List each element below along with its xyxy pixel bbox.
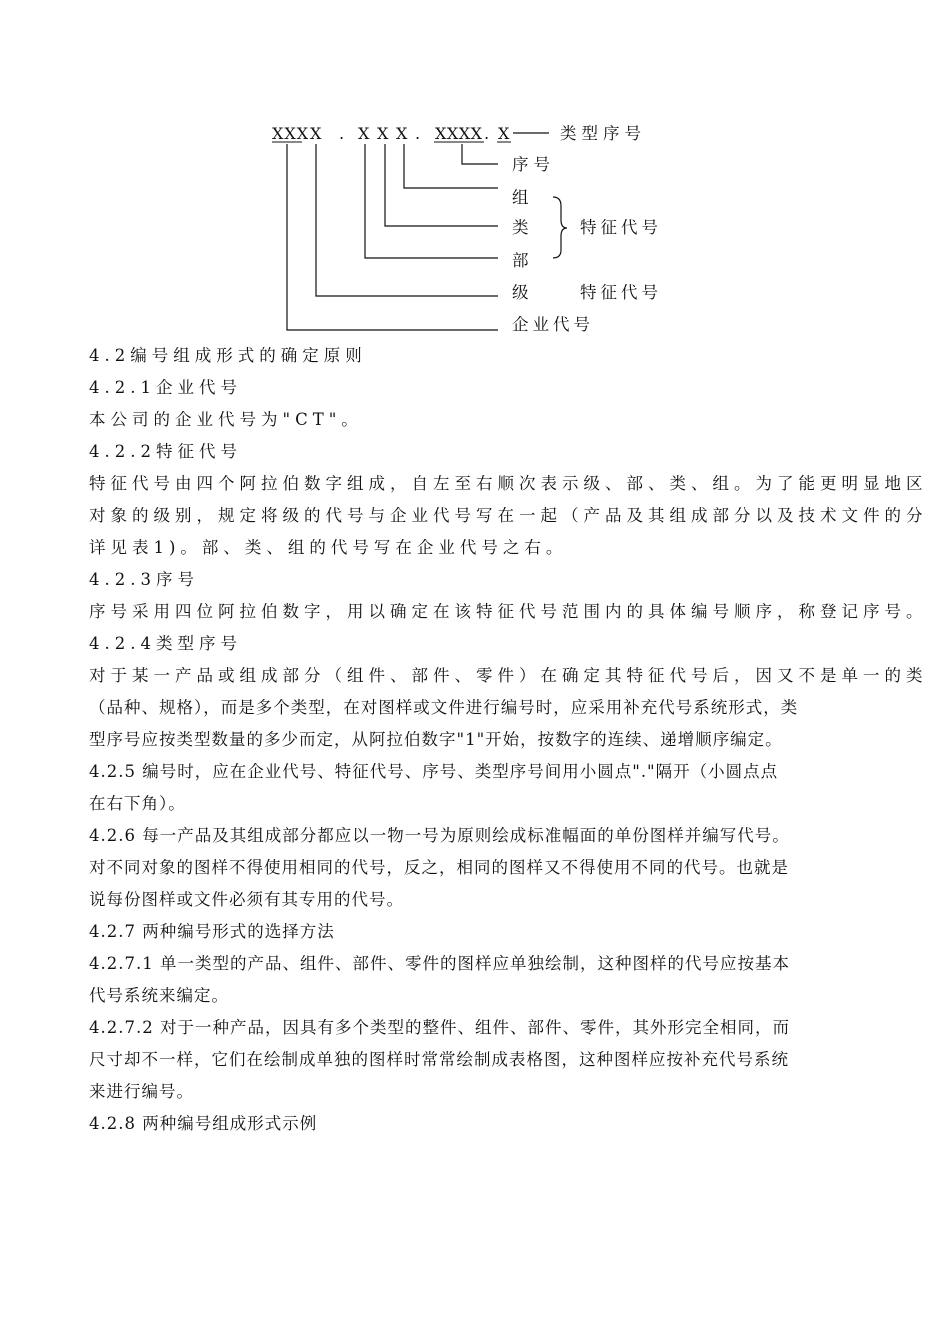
heading-4-2-7: 4.2.7 两种编号形式的选择方法: [89, 922, 335, 941]
code-seg-group: X: [396, 124, 408, 143]
paragraph-type-seq-3: 型序号应按类型数量的多少而定，从阿拉伯数字"1"开始，按数字的连续、递增顺序编定。: [89, 730, 783, 749]
paragraph-4-2-5-2: 在右下角）。: [89, 794, 186, 813]
paragraph-company-code: 本公司的企业代号为"CT"。: [89, 410, 363, 429]
paragraph-4-2-5-1: 4.2.5 编号时，应在企业代号、特征代号、序号、类型序号间用小圆点"."隔开（小圆点点: [89, 762, 779, 781]
paragraph-4-2-6-2: 对不同对象的图样不得使用相同的代号，反之，相同的图样又不得使用不同的代号。也就是: [89, 858, 789, 877]
paragraph-feature-code-2: 对象的级别，规定将级的代号与企业代号写在一起（产品及其组成部分以及技术文件的分: [89, 506, 928, 525]
heading-4-2-8: 4.2.8 两种编号组成形式示例: [89, 1114, 318, 1133]
heading-4-2-4: 4.2.4类型序号: [89, 634, 242, 653]
label-company-code: 企业代号: [512, 315, 594, 334]
code-seg-type: X: [498, 124, 510, 143]
label-level: 级: [512, 283, 529, 302]
label-department: 部: [512, 251, 529, 270]
code-dot-1: .: [339, 124, 345, 143]
code-structure-diagram: [0, 0, 950, 350]
paragraph-4-2-7-2-b: 尺寸却不一样，它们在绘制成单独的图样时常常绘制成表格图，这种图样应按补充代号系统: [89, 1050, 789, 1069]
heading-4-2-3: 4.2.3序号: [89, 570, 199, 589]
paragraph-sequence: 序号采用四位阿拉伯数字，用以确定在该特征代号范围内的具体编号顺序，称登记序号。: [89, 602, 928, 621]
label-feature-code: 特征代号: [580, 218, 662, 237]
paragraph-type-seq-2: （品种、规格），而是多个类型，在对图样或文件进行编号时，应采用补充代号系统形式，类: [89, 698, 799, 717]
label-type-seq: 类型序号: [560, 124, 646, 143]
paragraph-feature-code-3: 详见表1)。部、类、组的代号写在企业代号之右。: [89, 538, 568, 557]
heading-4-2-1: 4.2.1企业代号: [89, 378, 242, 397]
heading-4-2: 4.2编号组成形式的确定原则: [89, 346, 367, 365]
paragraph-4-2-7-2-c: 来进行编号。: [89, 1082, 194, 1101]
code-dot-2: .: [415, 124, 421, 143]
paragraph-type-seq-1: 对于某一产品或组成部分（组件、部件、零件）在确定其特征代号后，因又不是单一的类: [89, 666, 928, 685]
code-seg-seq: XXXX: [435, 124, 483, 143]
paragraph-4-2-7-1-a: 4.2.7.1 单一类型的产品、组件、部件、零件的图样应单独绘制，这种图样的代号应按基本: [89, 954, 790, 973]
code-seg-department: X: [358, 124, 370, 143]
label-group: 组: [512, 188, 529, 207]
code-dot-3: .: [484, 124, 490, 143]
paragraph-4-2-6-1: 4.2.6 每一产品及其组成部分都应以一物一号为原则绘成标准幅面的单份图样并编写代号。: [89, 826, 790, 845]
paragraph-4-2-7-1-b: 代号系统来编定。: [89, 986, 229, 1005]
label-seq: 序号: [512, 155, 555, 174]
paragraph-feature-code-1: 特征代号由四个阿拉伯数字组成，自左至右顺次表示级、部、类、组。为了能更明显地区: [89, 474, 928, 493]
heading-4-2-2: 4.2.2特征代号: [89, 442, 242, 461]
code-seg-category: X: [377, 124, 389, 143]
paragraph-4-2-6-3: 说每份图样或文件必须有其专用的代号。: [89, 890, 404, 909]
label-feature-code-level: 特征代号: [580, 283, 662, 302]
label-category: 类: [512, 218, 529, 237]
paragraph-4-2-7-2-a: 4.2.7.2 对于一种产品，因具有多个类型的整件、组件、部件、零件，其外形完全相同，而: [89, 1018, 790, 1037]
code-seg-company: XXX: [272, 124, 310, 143]
code-seg-level: X: [310, 124, 322, 143]
